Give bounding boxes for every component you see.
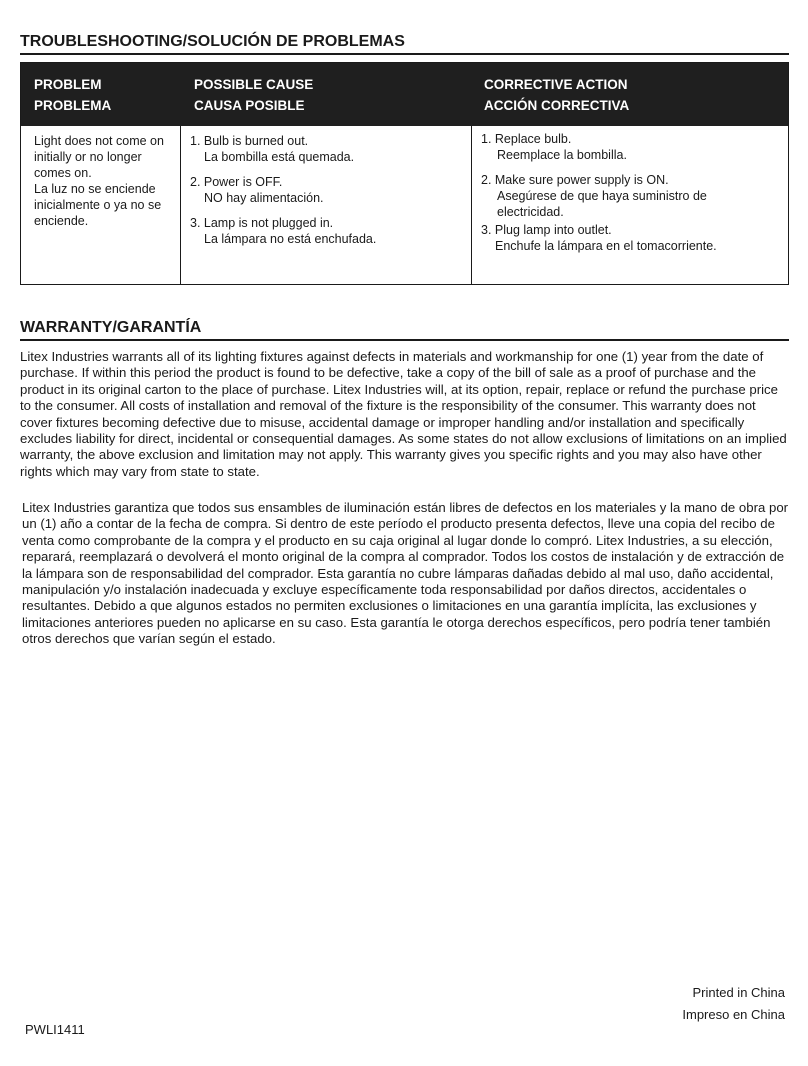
- cause-item: 2. Power is OFF. NO hay alimentación.: [190, 175, 324, 205]
- header-corrective-action: CORRECTIVE ACTION ACCIÓN CORRECTIVA: [484, 77, 630, 113]
- column-divider: [471, 126, 472, 284]
- header-possible-cause: POSSIBLE CAUSE CAUSA POSIBLE: [194, 77, 314, 113]
- problem-cell: [34, 133, 174, 229]
- column-divider: [180, 126, 181, 284]
- document-code: PWLI1411: [25, 1022, 85, 1037]
- table-header: [21, 63, 788, 126]
- troubleshooting-table: [20, 62, 789, 285]
- warranty-text-en: Litex Industries warrants all of its lighting fixtures against defects in materials and workmanship for one (1) year from the date of purchase. If within this period the product is found to be defective, take a copy of the bill of sale as a proof of purchase and the product in its original carton to the place of purchase. Litex Industries will, at its option, repair, replace or refund the purchase price to the consumer. All costs of installation and removal of the fixture is the responsibility of the consumer. This warranty does not cover fixtures becoming defective due to misuse, accidental damage or improper handling and/or installation and specifically excludes liability for direct, incidental or consequential damages. As some states do not allow exclusions of limitations on an implied warranty, the above exclusion and limitation may not apply. This warranty gives you specific rights and you may also have other rights which may vary from state to state.: [20, 349, 787, 479]
- cause-item: 1. Bulb is burned out. La bombilla está quemada.: [190, 134, 355, 164]
- problem-text-es: La luz no se enciende inicialmente o ya no se enciende.: [34, 182, 162, 228]
- cause-cell: [190, 133, 465, 256]
- action-item: 3. Plug lamp into outlet. Enchufe la lámpara en el tomacorriente.: [481, 223, 717, 253]
- warranty-text-es: Litex Industries garantiza que todos sus ensambles de iluminación están libres de defectos en los materiales y la mano de obra por un (1) año a contar de la fecha de compra. Si dentro de este período el producto presenta defectos, lleve una copia del recibo de venta como comprobante de la compra y el producto en su caja original al lugar donde lo compró. Litex Industries, a su elección, reparará, reemplazará o devolverá el monto original de la compra al comprador. Todos los costos de instalación y de extracción de la lámpara son de responsabilidad del comprador. Esta garantía no cubre lámparas dañadas debido al mal uso, daño accidental, manipulación y/o instalación inadecuada y excluye específicamente toda responsabilidad por daños directos, accidentales o resultantes. Debido a que algunos estados no permiten exclusiones o limitaciones en una garantía implícita, las exclusiones y limitaciones anteriores pueden no aplicarse en su caso. Esta garantía le otorga derechos específicos, pero podría tener también otros derechos que varían según el estado.: [22, 500, 789, 647]
- action-item: 1. Replace bulb. Reemplace la bombilla.: [481, 132, 627, 162]
- header-problem: PROBLEM PROBLEMA: [34, 77, 112, 113]
- impreso-en-china: Impreso en China: [682, 1007, 785, 1022]
- warranty-heading: WARRANTY/GARANTÍA: [20, 318, 789, 341]
- printed-in-china: Printed in China: [692, 985, 785, 1000]
- action-item: 2. Make sure power supply is ON. Asegúrese de que haya suministro de electricidad.: [481, 173, 707, 219]
- cause-item: 3. Lamp is not plugged in. La lámpara no está enchufada.: [190, 216, 377, 246]
- action-cell: [481, 131, 776, 263]
- problem-text-en: Light does not come on initially or no longer comes on.: [34, 134, 164, 180]
- troubleshooting-heading: TROUBLESHOOTING/SOLUCIÓN DE PROBLEMAS: [20, 32, 789, 55]
